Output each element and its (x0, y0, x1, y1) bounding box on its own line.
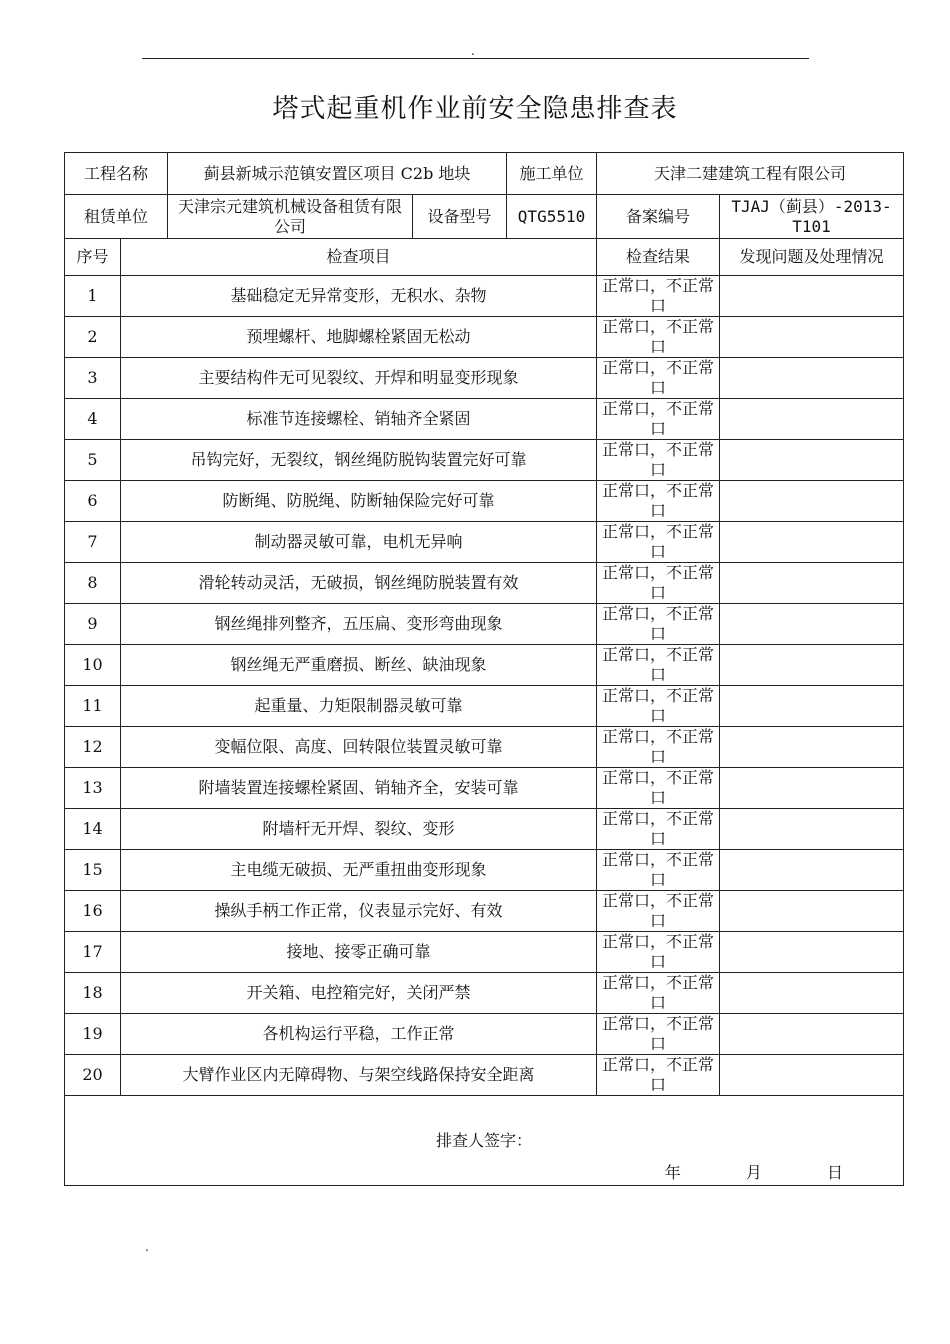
row-number: 3 (65, 358, 121, 399)
table-row (65, 932, 904, 973)
column-header-row (65, 239, 904, 276)
row-result[interactable]: 正常口，不正常口 (597, 973, 720, 1014)
row-result[interactable]: 正常口，不正常口 (597, 850, 720, 891)
row-result[interactable]: 正常口，不正常口 (597, 645, 720, 686)
row-result[interactable]: 正常口，不正常口 (597, 932, 720, 973)
row-result[interactable]: 正常口，不正常口 (597, 522, 720, 563)
table-row (65, 686, 904, 727)
record-value: TJAJ（蓟县）-2013-T101 (720, 195, 904, 239)
row-result[interactable]: 正常口，不正常口 (597, 686, 720, 727)
row-number: 20 (65, 1055, 121, 1096)
row-notes[interactable] (720, 932, 904, 973)
row-notes[interactable] (720, 317, 904, 358)
table-row (65, 317, 904, 358)
row-item: 防断绳、防脱绳、防断轴保险完好可靠 (121, 481, 597, 522)
signature-label: 排查人签字： (436, 1130, 533, 1150)
row-notes[interactable] (720, 727, 904, 768)
row-notes[interactable] (720, 399, 904, 440)
record-label: 备案编号 (597, 195, 720, 239)
table-row (65, 399, 904, 440)
row-item: 制动器灵敏可靠，电机无异响 (121, 522, 597, 563)
row-number: 16 (65, 891, 121, 932)
row-notes[interactable] (720, 645, 904, 686)
row-result[interactable]: 正常口，不正常口 (597, 563, 720, 604)
row-item: 附墙装置连接螺栓紧固、销轴齐全，安装可靠 (121, 768, 597, 809)
row-number: 1 (65, 276, 121, 317)
row-item: 基础稳定无异常变形，无积水、杂物 (121, 276, 597, 317)
row-item: 大臂作业区内无障碍物、与架空线路保持安全距离 (121, 1055, 597, 1096)
row-item: 标准节连接螺栓、销轴齐全紧固 (121, 399, 597, 440)
row-notes[interactable] (720, 809, 904, 850)
model-value: QTG5510 (507, 195, 597, 239)
table-row (65, 727, 904, 768)
row-item: 变幅位限、高度、回转限位装置灵敏可靠 (121, 727, 597, 768)
row-result[interactable]: 正常口，不正常口 (597, 399, 720, 440)
row-number: 2 (65, 317, 121, 358)
table-row (65, 481, 904, 522)
project-label: 工程名称 (65, 153, 168, 195)
table-row (65, 604, 904, 645)
row-result[interactable]: 正常口，不正常口 (597, 809, 720, 850)
row-result[interactable]: 正常口，不正常口 (597, 317, 720, 358)
row-notes[interactable] (720, 522, 904, 563)
row-notes[interactable] (720, 440, 904, 481)
table-row (65, 645, 904, 686)
table-row (65, 1055, 904, 1096)
contractor-label: 施工单位 (507, 153, 597, 195)
header-rule (142, 58, 809, 59)
table-row (65, 809, 904, 850)
info-row-1 (65, 153, 904, 195)
row-number: 19 (65, 1014, 121, 1055)
row-notes[interactable] (720, 768, 904, 809)
row-notes[interactable] (720, 891, 904, 932)
row-notes[interactable] (720, 563, 904, 604)
row-item: 滑轮转动灵活，无破损，钢丝绳防脱装置有效 (121, 563, 597, 604)
column-header-result: 检查结果 (597, 239, 720, 276)
column-header-item: 检查项目 (121, 239, 597, 276)
row-number: 17 (65, 932, 121, 973)
table-row (65, 563, 904, 604)
lessor-value: 天津宗元建筑机械设备租赁有限公司 (168, 195, 413, 239)
row-result[interactable]: 正常口，不正常口 (597, 440, 720, 481)
item-rows (65, 276, 904, 1096)
row-number: 13 (65, 768, 121, 809)
row-notes[interactable] (720, 481, 904, 522)
row-number: 14 (65, 809, 121, 850)
table-row (65, 440, 904, 481)
lessor-label: 租赁单位 (65, 195, 168, 239)
row-item: 附墙杆无开焊、裂纹、变形 (121, 809, 597, 850)
date-month: 月 (745, 1163, 762, 1182)
row-notes[interactable] (720, 1014, 904, 1055)
row-item: 吊钩完好，无裂纹，钢丝绳防脱钩装置完好可靠 (121, 440, 597, 481)
table-row (65, 358, 904, 399)
page-title: 塔式起重机作业前安全隐患排查表 (272, 94, 678, 124)
column-header-no: 序号 (65, 239, 121, 276)
row-result[interactable]: 正常口，不正常口 (597, 891, 720, 932)
sign-date (665, 1163, 843, 1183)
row-item: 主要结构件无可见裂纹、开焊和明显变形现象 (121, 358, 597, 399)
table-row (65, 891, 904, 932)
row-number: 6 (65, 481, 121, 522)
date-day: 日 (827, 1163, 844, 1182)
signature-cell[interactable] (65, 1096, 904, 1186)
row-item: 操纵手柄工作正常，仪表显示完好、有效 (121, 891, 597, 932)
header-dot: . (471, 44, 475, 58)
row-result[interactable]: 正常口，不正常口 (597, 1014, 720, 1055)
row-number: 12 (65, 727, 121, 768)
row-number: 15 (65, 850, 121, 891)
footer-dot: . (145, 1240, 149, 1254)
row-number: 8 (65, 563, 121, 604)
project-value: 蓟县新城示范镇安置区项目 C2b 地块 (168, 153, 507, 195)
table-row (65, 850, 904, 891)
row-item: 各机构运行平稳，工作正常 (121, 1014, 597, 1055)
row-result[interactable]: 正常口，不正常口 (597, 481, 720, 522)
row-notes[interactable] (720, 358, 904, 399)
inspection-table (64, 152, 904, 1186)
row-number: 4 (65, 399, 121, 440)
row-item: 钢丝绳排列整齐，五压扁、变形弯曲现象 (121, 604, 597, 645)
row-result[interactable]: 正常口，不正常口 (597, 604, 720, 645)
row-notes[interactable] (720, 604, 904, 645)
row-item: 预埋螺杆、地脚螺栓紧固无松动 (121, 317, 597, 358)
table-row (65, 973, 904, 1014)
signature-row (65, 1096, 904, 1186)
contractor-value: 天津二建建筑工程有限公司 (597, 153, 904, 195)
row-result[interactable]: 正常口，不正常口 (597, 276, 720, 317)
row-notes[interactable] (720, 276, 904, 317)
row-item: 钢丝绳无严重磨损、断丝、缺油现象 (121, 645, 597, 686)
row-number: 5 (65, 440, 121, 481)
row-notes[interactable] (720, 850, 904, 891)
row-item: 开关箱、电控箱完好，关闭严禁 (121, 973, 597, 1014)
table-row (65, 276, 904, 317)
row-item: 接地、接零正确可靠 (121, 932, 597, 973)
info-row-2 (65, 195, 904, 239)
row-number: 7 (65, 522, 121, 563)
table-row (65, 522, 904, 563)
row-item: 起重量、力矩限制器灵敏可靠 (121, 686, 597, 727)
row-result[interactable]: 正常口，不正常口 (597, 768, 720, 809)
table-row (65, 1014, 904, 1055)
table-row (65, 768, 904, 809)
row-number: 9 (65, 604, 121, 645)
model-label: 设备型号 (413, 195, 507, 239)
row-result[interactable]: 正常口，不正常口 (597, 727, 720, 768)
row-result[interactable]: 正常口，不正常口 (597, 358, 720, 399)
row-number: 18 (65, 973, 121, 1014)
row-number: 10 (65, 645, 121, 686)
row-item: 主电缆无破损、无严重扭曲变形现象 (121, 850, 597, 891)
column-header-notes: 发现问题及处理情况 (720, 239, 904, 276)
row-notes[interactable] (720, 686, 904, 727)
row-result[interactable]: 正常口，不正常口 (597, 1055, 720, 1096)
row-number: 11 (65, 686, 121, 727)
row-notes[interactable] (720, 973, 904, 1014)
date-year: 年 (664, 1163, 681, 1182)
row-notes[interactable] (720, 1055, 904, 1096)
